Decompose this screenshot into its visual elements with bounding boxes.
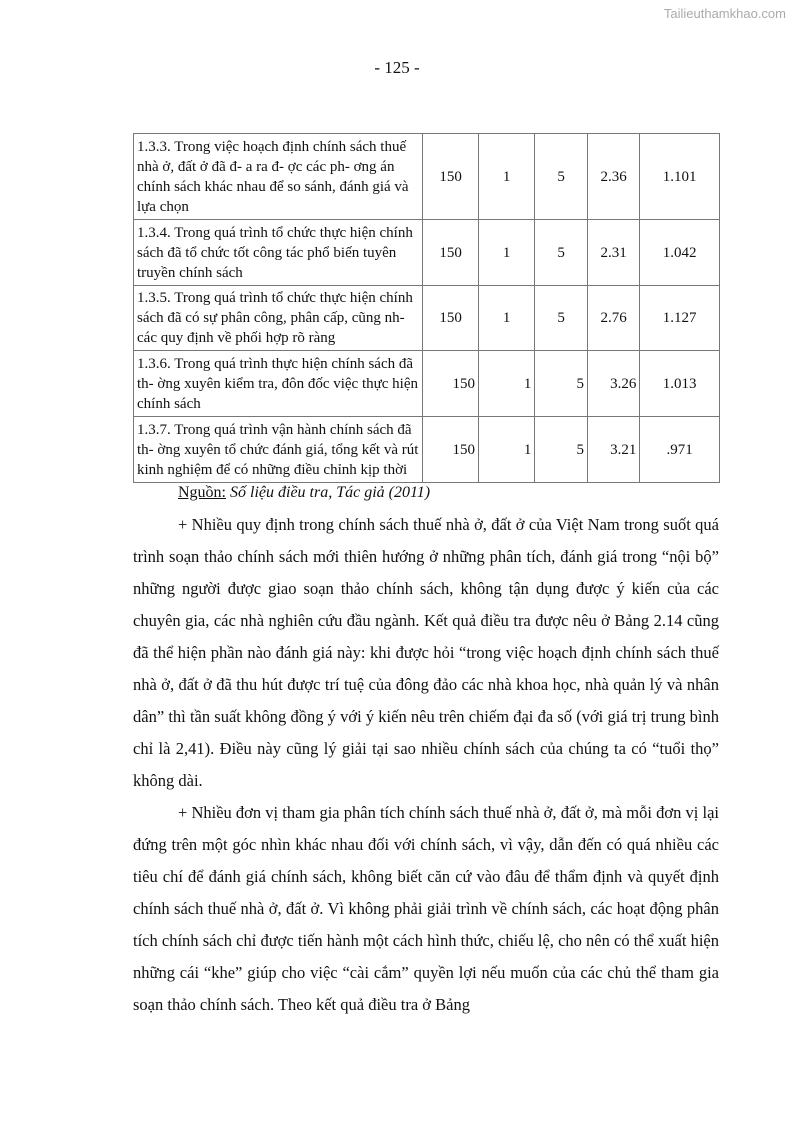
count-cell: 150 bbox=[423, 351, 479, 417]
row-label: 1.3.3. Trong việc hoạch định chính sách thuế nhà ở, đất ở đã đ- a ra đ- ợc các ph- ơng án chính sách khác nhau để so sánh, đánh giá và lựa chọn bbox=[134, 134, 423, 220]
mean-cell: 2.76 bbox=[588, 286, 640, 351]
row-label: 1.3.5. Trong quá trình tổ chức thực hiện chính sách đã có sự phân công, phân cấp, cũng nh- các quy định về phối hợp rõ ràng bbox=[134, 286, 423, 351]
count-cell: 150 bbox=[423, 417, 479, 483]
min-cell: 1 bbox=[479, 220, 535, 286]
min-cell: 1 bbox=[479, 417, 535, 483]
max-cell: 5 bbox=[535, 220, 588, 286]
row-label: 1.3.6. Trong quá trình thực hiện chính sách đã th- ờng xuyên kiểm tra, đôn đốc việc thực hiện chính sách bbox=[134, 351, 423, 417]
mean-cell: 3.21 bbox=[588, 417, 640, 483]
row-label: 1.3.7. Trong quá trình vận hành chính sách đã th- ờng xuyên tổ chức đánh giá, tổng kết và rút kinh nghiệm để có những điều chỉnh kịp thời bbox=[134, 417, 423, 483]
table-row bbox=[134, 220, 720, 286]
page-number: - 125 - bbox=[374, 58, 420, 77]
max-cell: 5 bbox=[535, 417, 588, 483]
row-label: 1.3.4. Trong quá trình tổ chức thực hiện chính sách đã tổ chức tốt công tác phổ biến tuyên truyền chính sách bbox=[134, 220, 423, 286]
table-source: Nguồn: Số liệu điều tra, Tác giả (2011) bbox=[178, 484, 431, 501]
mean-cell: 3.26 bbox=[588, 351, 640, 417]
count-cell: 150 bbox=[423, 286, 479, 351]
count-cell: 150 bbox=[423, 220, 479, 286]
std-dev-cell: 1.013 bbox=[640, 351, 720, 417]
std-dev-cell: .971 bbox=[640, 417, 720, 483]
min-cell: 1 bbox=[479, 134, 535, 220]
table-row bbox=[134, 134, 720, 220]
min-cell: 1 bbox=[479, 286, 535, 351]
paragraph: + Nhiều quy định trong chính sách thuế nhà ở, đất ở của Việt Nam trong suốt quá trình soạn thảo chính sách mới thiên hướng ở những phân tích, đánh giá trong “nội bộ” những người được giao soạn thảo chính sách, không tận dụng được ý kiến của các chuyên gia, các nhà nghiên cứu đầu ngành. Kết quả điều tra được nêu ở Bảng 2.14 cũng đã thể hiện phần nào đánh giá này: khi được hỏi “trong việc hoạch định chính sách thuế nhà ở, đất ở đã thu hút được trí tuệ của đông đảo các nhà khoa học, nhà quản lý và nhân dân” thì tần suất không đồng ý với ý kiến nêu trên chiếm đại đa số (với giá trị trung bình chỉ là 2,41). Điều này cũng lý giải tại sao nhiều chính sách của chúng ta có “tuổi thọ” không dài. bbox=[133, 515, 719, 790]
paragraph: + Nhiều đơn vị tham gia phân tích chính sách thuế nhà ở, đất ở, mà mỗi đơn vị lại đứng trên một góc nhìn khác nhau đối với chính sách, vì vậy, dẫn đến có quá nhiều các tiêu chí để đánh giá chính sách, không biết căn cứ vào đâu để thẩm định và quyết định chính sách thuế nhà ở, đất ở. Vì không phải giải trình về chính sách, các hoạt động phân tích chính sách chỉ được tiến hành một cách hình thức, chiếu lệ, cho nên có thể xuất hiện những cái “khe” giúp cho việc “cài cắm” quyền lợi nếu muốn của các chủ thể tham gia soạn thảo chính sách. Theo kết quả điều tra ở Bảng bbox=[133, 803, 719, 1014]
max-cell: 5 bbox=[535, 351, 588, 417]
std-dev-cell: 1.042 bbox=[640, 220, 720, 286]
table-row bbox=[134, 351, 720, 417]
max-cell: 5 bbox=[535, 286, 588, 351]
std-dev-cell: 1.101 bbox=[640, 134, 720, 220]
watermark: Tailieuthamkhao.com bbox=[663, 6, 786, 21]
table-row bbox=[134, 417, 720, 483]
count-cell: 150 bbox=[423, 134, 479, 220]
max-cell: 5 bbox=[535, 134, 588, 220]
mean-cell: 2.31 bbox=[588, 220, 640, 286]
min-cell: 1 bbox=[479, 351, 535, 417]
mean-cell: 2.36 bbox=[588, 134, 640, 220]
table-row bbox=[134, 286, 720, 351]
body-text bbox=[133, 509, 719, 1021]
statistics-table bbox=[133, 133, 720, 483]
std-dev-cell: 1.127 bbox=[640, 286, 720, 351]
